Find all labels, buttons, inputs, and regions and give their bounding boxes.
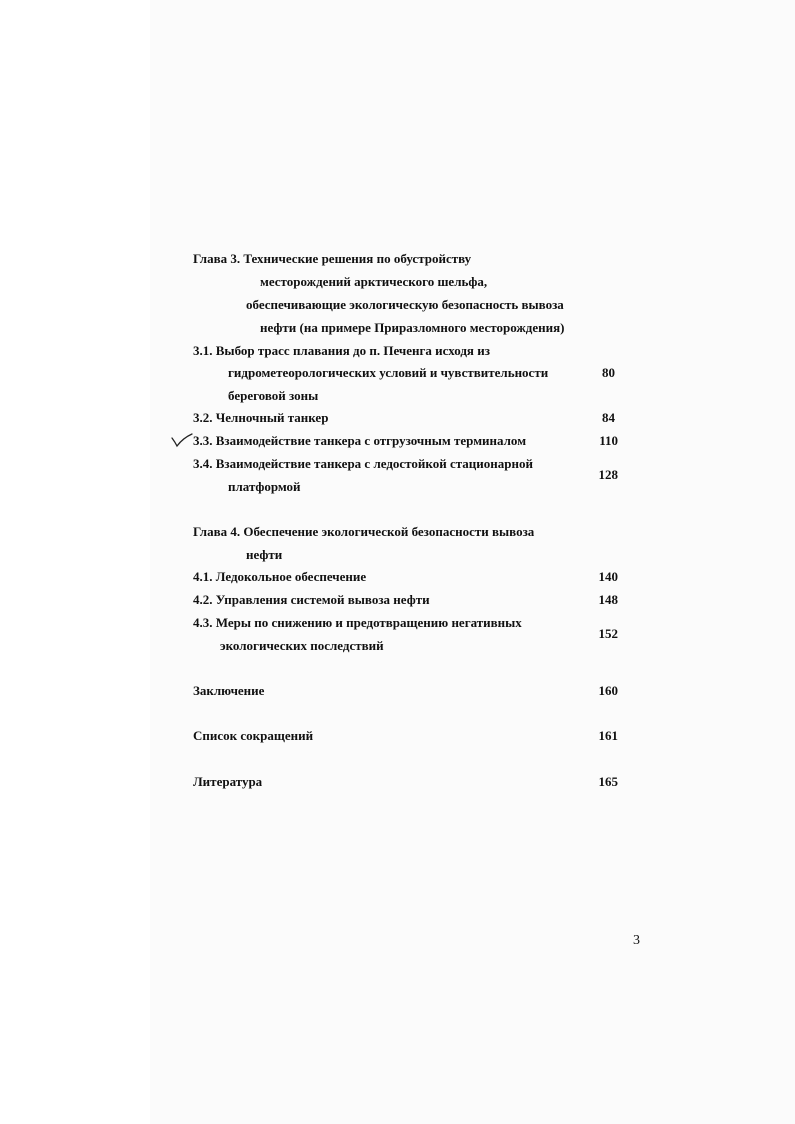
toc-3-3-page: 110 <box>599 433 618 448</box>
toc-3-3-title: 3.3. Взаимодействие танкера с отгрузочным терминалом <box>193 433 527 448</box>
toc-3-1-line1: 3.1. Выбор трасс плавания до п. Печенга исходя из <box>193 343 490 358</box>
toc-3-2-title: 3.2. Челночный танкер <box>193 410 329 425</box>
toc-4-3-page: 152 <box>598 626 618 641</box>
page-number: 3 <box>633 933 640 948</box>
toc-4-2-page: 148 <box>598 592 618 607</box>
toc-4-1-title: 4.1. Ледокольное обеспечение <box>193 569 367 584</box>
chapter3-title-line1: Глава 3. Технические решения по обустройству <box>193 251 472 266</box>
toc-conclusion-title: Заключение <box>193 683 265 698</box>
toc-3-4-line1: 3.4. Взаимодействие танкера с ледостойкой стационарной <box>193 456 533 471</box>
toc-literature-page: 165 <box>598 774 618 789</box>
toc-conclusion-page: 160 <box>598 683 618 698</box>
toc-3-4-page: 128 <box>598 467 618 482</box>
chapter3-title-line3: обеспечивающие экологическую безопасность вывоза <box>246 297 564 312</box>
toc-3-1-line3: береговой зоны <box>228 388 319 403</box>
toc-abbreviations-title: Список сокращений <box>193 728 314 743</box>
toc-literature-title: Литература <box>193 774 263 789</box>
handwritten-check-mark <box>171 432 193 448</box>
toc-4-3-line2: экологических последствий <box>220 638 384 653</box>
toc-3-1-line2: гидрометеорологических условий и чувствительности <box>228 365 549 380</box>
chapter3-title-line4: нефти (на примере Приразломного месторождения) <box>260 320 565 335</box>
toc-3-1-page: 80 <box>602 365 615 380</box>
chapter3-title-line2: месторождений арктического шельфа, <box>260 274 488 289</box>
chapter4-title-line2: нефти <box>246 547 283 562</box>
toc-4-3-line1: 4.3. Меры по снижению и предотвращению негативных <box>193 615 522 630</box>
chapter4-title-line1: Глава 4. Обеспечение экологической безопасности вывоза <box>193 524 535 539</box>
toc-abbreviations-page: 161 <box>598 728 618 743</box>
toc-3-2-page: 84 <box>602 410 615 425</box>
toc-4-1-page: 140 <box>598 569 618 584</box>
toc-3-4-line2: платформой <box>228 479 301 494</box>
toc-4-2-title: 4.2. Управления системой вывоза нефти <box>193 592 430 607</box>
